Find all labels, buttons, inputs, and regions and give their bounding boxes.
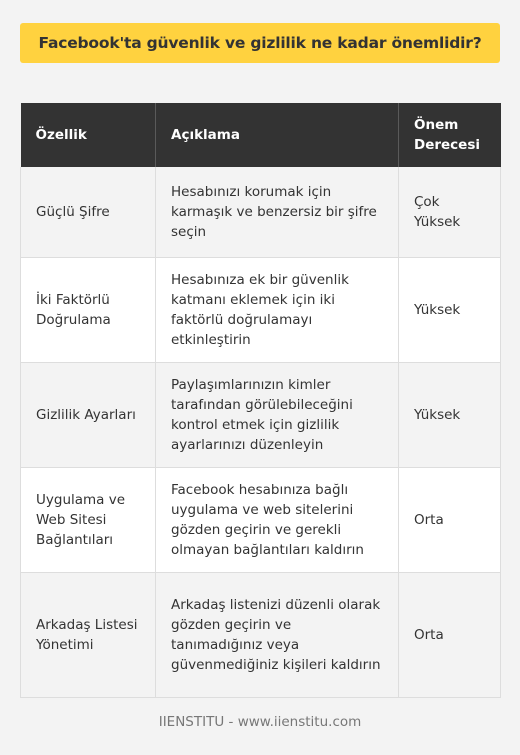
importance-cell: Orta bbox=[399, 572, 501, 697]
feature-cell: İki Faktörlü Doğrulama bbox=[21, 257, 156, 362]
importance-cell: Yüksek bbox=[399, 257, 501, 362]
column-header-description: Açıklama bbox=[156, 103, 399, 167]
feature-cell: Arkadaş Listesi Yönetimi bbox=[21, 572, 156, 697]
description-cell: Hesabınızı korumak için karmaşık ve benzersiz bir şifre seçin bbox=[156, 167, 399, 257]
feature-table bbox=[20, 103, 501, 698]
importance-cell: Çok Yüksek bbox=[399, 167, 501, 257]
table-row bbox=[21, 467, 501, 572]
table-row bbox=[21, 362, 501, 467]
table-row bbox=[21, 167, 501, 257]
description-cell: Hesabınıza ek bir güvenlik katmanı eklemek için iki faktörlü doğrulamayı etkinleştirin bbox=[156, 257, 399, 362]
importance-cell: Yüksek bbox=[399, 362, 501, 467]
feature-cell: Uygulama ve Web Sitesi Bağlantıları bbox=[21, 467, 156, 572]
feature-cell: Güçlü Şifre bbox=[21, 167, 156, 257]
feature-cell: Gizlilik Ayarları bbox=[21, 362, 156, 467]
importance-cell: Orta bbox=[399, 467, 501, 572]
footer-credit: IIENSTITU - www.iienstitu.com bbox=[158, 714, 362, 730]
column-header-feature: Özellik bbox=[21, 103, 156, 167]
description-cell: Paylaşımlarınızın kimler tarafından görülebileceğini kontrol etmek için gizlilik ayarlarınızı düzenleyin bbox=[156, 362, 399, 467]
description-cell: Arkadaş listenizi düzenli olarak gözden geçirin ve tanımadığınız veya güvenmediğiniz kişileri kaldırın bbox=[156, 572, 399, 697]
description-cell: Facebook hesabınıza bağlı uygulama ve web sitelerini gözden geçirin ve gerekli olmayan bağlantıları kaldırın bbox=[156, 467, 399, 572]
column-header-importance: Önem Derecesi bbox=[399, 103, 501, 167]
table-row bbox=[21, 257, 501, 362]
title-banner bbox=[20, 23, 500, 63]
table-header-row bbox=[21, 103, 501, 167]
table-row bbox=[21, 572, 501, 697]
page-title: Facebook'ta güvenlik ve gizlilik ne kadar önemlidir? bbox=[38, 34, 482, 52]
